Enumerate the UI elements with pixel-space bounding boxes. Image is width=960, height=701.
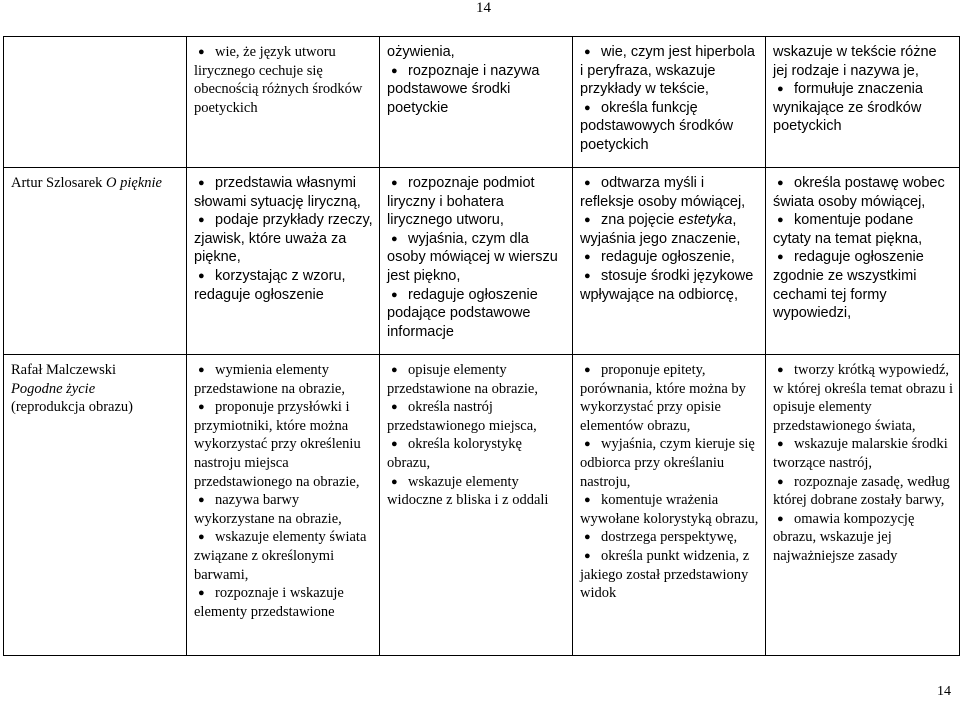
list-item [387,174,566,230]
list-item [580,491,759,528]
item-text: wyjaśnia, czym kieruje się odbiorca przy określaniu nastroju, [580,436,755,490]
work-title: Pogodne życie [11,380,96,397]
bullet-icon: ● [198,269,205,282]
bullet-icon: ● [777,177,784,189]
bullet-icon: ● [198,401,205,414]
bullet-icon: ● [391,288,398,301]
item-text: rozpoznaje i nazywa podstawowe środki poetyckie [387,62,540,116]
list-item [773,80,953,136]
cell-level-1 [187,168,380,355]
item-text: redaguje ogłoszenie, [601,249,735,266]
item-text: redaguje ogłoszenie zgodnie ze wszystkimi cechami tej formy wypowiedzi, [773,249,924,322]
bullet-icon: ● [584,549,591,562]
list-item [387,398,566,435]
item-text: zna pojęcie [601,212,679,229]
list-item [773,361,953,435]
list-item [387,43,566,62]
item-text: określa kolorystykę obrazu, [387,436,522,471]
table-row [4,168,960,355]
item-text: komentuje wrażenia wywołane kolorystyką obrazu, [580,492,759,527]
item-text: wie, czym jest hiperbola i peryfraza, wskazuje przykłady w tekście, [580,44,755,98]
cell-level-3 [573,355,766,656]
list-item [580,230,759,249]
cell-level-3 [573,37,766,168]
bullet-icon: ● [777,475,784,488]
item-text: określa funkcję podstawowych środków poetyckich [580,99,734,153]
list-item [580,435,759,491]
bullet-icon: ● [198,587,205,600]
bullet-icon: ● [584,494,591,507]
list-item [194,528,373,584]
item-text: odtwarza myśli i refleksje osoby mówiącej, [580,175,746,210]
list-item [773,435,953,472]
item-text: , [732,212,737,229]
item-text: wskazuje malarskie środki tworzące nastrój, [773,436,948,471]
item-text: wskazuje elementy świata związane z określonymi barwami, [194,529,367,583]
author-name: Artur Szlosarek [11,175,107,191]
item-text: dostrzega perspektywę, [601,529,738,546]
list-item [580,43,759,99]
cell-level-4 [766,355,960,656]
item-text: rozpoznaje zasadę, według której dobrane zostały barwy, [773,473,950,509]
bullet-icon: ● [777,214,784,227]
list-item [194,211,373,267]
item-text: korzystając z wzoru, redaguje ogłoszenie [194,267,346,303]
list-item [580,267,759,304]
item-text: wie, że język utworu lirycznego cechuje się obecnością różnych środków poetyckich [194,44,363,116]
list-item [387,286,566,342]
bullet-icon: ● [198,531,205,544]
item-text: wyjaśnia, czym dla osoby mówiącej w wierszu jest piękno, [387,230,558,284]
table-row [4,37,960,168]
bullet-icon: ● [198,364,205,376]
cell-level-2 [380,168,573,355]
page-number-top: 14 [476,0,491,16]
list-item [580,547,759,603]
item-text: wskazuje elementy widoczne z bliska i z oddali [387,473,549,509]
table-row [4,355,960,656]
list-item [580,248,759,267]
item-text: podaje przykłady rzeczy, zjawisk, które uważa za piękne, [194,212,373,266]
list-item [387,62,566,118]
list-item [773,510,953,566]
author-name: Rafał Malczewski [11,362,117,378]
item-text: omawia kompozycję obrazu, wskazuje jej najważniejsze zasady [773,510,915,564]
page-number-bottom: 14 [937,684,951,699]
item-text: określa punkt widzenia, z jakiego został przedstawiony widok [580,547,750,602]
list-item [580,361,759,435]
requirements-table [3,36,960,656]
list-item [580,99,759,155]
cell-level-1 [187,37,380,168]
bullet-icon: ● [777,512,784,525]
item-text: tworzy krótką wypowiedź, w której określa temat obrazu i opisuje elementy przedstawionego świata, [773,362,953,434]
item-text: nazywa barwy wykorzystane na obrazie, [194,492,342,527]
list-item [387,435,566,472]
bullet-icon: ● [391,438,398,451]
bullet-icon: ● [391,475,398,488]
list-item [773,174,953,211]
list-item [387,361,566,398]
bullet-icon: ● [584,214,591,227]
bullet-icon: ● [198,177,205,189]
item-text: stosuje środki językowe wpływające na odbiorcę, [580,267,754,303]
list-item [580,211,759,230]
bullet-icon: ● [584,46,591,58]
item-text: redaguje ogłoszenie podające podstawowe informacje [387,286,538,340]
item-text: komentuje podane cytaty na temat piękna, [773,212,923,247]
bullet-icon: ● [198,214,205,227]
cell-level-2 [380,355,573,656]
item-text: ożywienia, [387,44,455,60]
list-item [580,528,759,547]
list-item [194,361,373,398]
item-text: określa nastrój przedstawionego miejsca, [387,399,537,434]
cell-level-1 [187,355,380,656]
bullet-icon: ● [584,438,591,451]
bullet-icon: ● [584,101,591,114]
bullet-icon: ● [391,232,398,245]
cell-level-2 [380,37,573,168]
bullet-icon: ● [198,494,205,507]
item-text: wyjaśnia jego znaczenie, [580,230,741,247]
bullet-icon: ● [584,251,591,264]
bullet-icon: ● [584,531,591,544]
cell-level-4 [766,168,960,355]
title-cell [4,355,187,656]
work-note: (reprodukcja obrazu) [11,399,133,416]
list-item [194,43,373,117]
item-text: formułuje znaczenia wynikające ze środków poetyckich [773,81,923,135]
list-item [773,211,953,248]
item-term: estetyka [678,212,733,229]
list-item [194,267,373,304]
list-item [387,473,566,510]
bullet-icon: ● [777,251,784,264]
item-text: rozpoznaje i wskazuje elementy przedstawione [194,585,344,620]
item-text: proponuje przysłówki i przymiotniki, które można wykorzystać przy określeniu nastroju miejsca przedstawionego na obrazie, [194,399,361,490]
item-text: proponuje epitety, porównania, które można by wykorzystać przy opisie elementów obrazu, [580,362,746,434]
title-cell [4,37,187,168]
item-text: przedstawia własnymi słowami sytuację liryczną, [194,175,361,210]
bullet-icon: ● [777,438,784,451]
list-item [387,230,566,286]
bullet-icon: ● [777,364,784,376]
bullet-icon: ● [584,177,591,189]
list-item [194,584,373,621]
list-item [773,473,953,510]
title-cell [4,168,187,355]
list-item [580,174,759,211]
item-text: wymienia elementy przedstawione na obrazie, [194,362,345,397]
item-text: opisuje elementy przedstawione na obrazie, [387,362,538,397]
item-text: rozpoznaje podmiot liryczny i bohatera lirycznego utworu, [387,175,535,229]
list-item [194,398,373,491]
item-text: wskazuje w tekście różne jej rodzaje i nazywa je, [773,44,937,79]
bullet-icon: ● [391,364,398,376]
list-item [194,174,373,211]
list-item [773,248,953,322]
item-text: określa postawę wobec świata osoby mówiącej, [773,175,945,210]
cell-level-4 [766,37,960,168]
work-title: O pięknie [106,175,162,191]
bullet-icon: ● [584,269,591,282]
bullet-icon: ● [391,177,398,189]
list-item [773,43,953,80]
bullet-icon: ● [584,364,591,376]
list-item [194,491,373,528]
bullet-icon: ● [391,401,398,414]
bullet-icon: ● [391,64,398,77]
cell-level-3 [573,168,766,355]
bullet-icon: ● [198,46,205,58]
bullet-icon: ● [777,83,784,96]
